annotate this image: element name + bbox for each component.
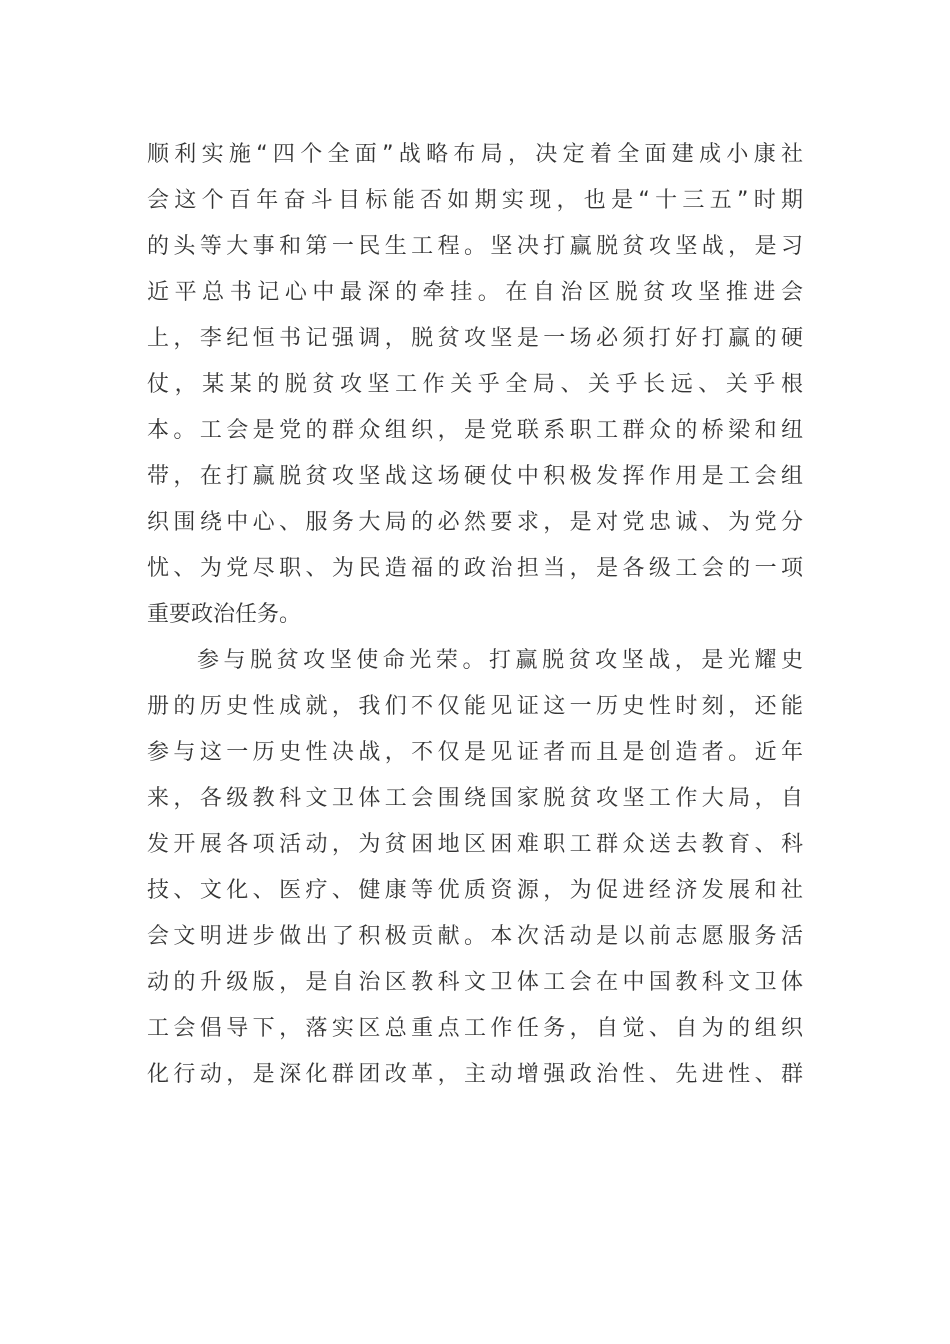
text-line: 会这个百年奋斗目标能否如期实现，也是“十三五”时期 (147, 188, 803, 213)
text-line: 本。工会是党的群众组织，是党联系职工群众的桥梁和纽 (147, 418, 803, 443)
text-line: 上，李纪恒书记强调，脱贫攻坚是一场必须打好打赢的硬 (147, 326, 803, 351)
paragraph (147, 638, 803, 1098)
text-line: 参与这一历史性决战，不仅是见证者而且是创造者。近年 (147, 740, 803, 765)
text-line: 动的升级版，是自治区教科文卫体工会在中国教科文卫体 (147, 970, 803, 995)
text-line: 忧、为党尽职、为民造福的政治担当，是各级工会的一项 (147, 556, 803, 581)
text-line: 织围绕中心、服务大局的必然要求，是对党忠诚、为党分 (147, 510, 803, 535)
text-line: 带，在打赢脱贫攻坚战这场硬仗中积极发挥作用是工会组 (147, 464, 803, 489)
text-line: 会文明进步做出了积极贡献。本次活动是以前志愿服务活 (147, 924, 803, 949)
text-line: 仗，某某的脱贫攻坚工作关乎全局、关乎长远、关乎根 (147, 372, 803, 397)
text-line: 的头等大事和第一民生工程。坚决打赢脱贫攻坚战，是习 (147, 234, 803, 259)
text-line: 化行动，是深化群团改革，主动增强政治性、先进性、群 (147, 1062, 803, 1087)
text-line: 发开展各项活动，为贫困地区困难职工群众送去教育、科 (147, 832, 803, 857)
text-line: 工会倡导下，落实区总重点工作任务，自觉、自为的组织 (147, 1016, 803, 1041)
text-line: 技、文化、医疗、健康等优质资源，为促进经济发展和社 (147, 878, 803, 903)
text-line: 册的历史性成就，我们不仅能见证这一历史性时刻，还能 (147, 694, 803, 719)
text-line: 顺利实施“四个全面”战略布局，决定着全面建成小康社 (147, 142, 803, 167)
text-line: 来，各级教科文卫体工会围绕国家脱贫攻坚工作大局，自 (147, 786, 803, 811)
text-line: 重要政治任务。 (147, 602, 302, 627)
text-line: 近平总书记心中最深的牵挂。在自治区脱贫攻坚推进会 (147, 280, 803, 305)
document-page (147, 132, 803, 1098)
paragraph (147, 132, 803, 638)
text-line: 参与脱贫攻坚使命光荣。打赢脱贫攻坚战，是光耀史 (197, 648, 803, 673)
